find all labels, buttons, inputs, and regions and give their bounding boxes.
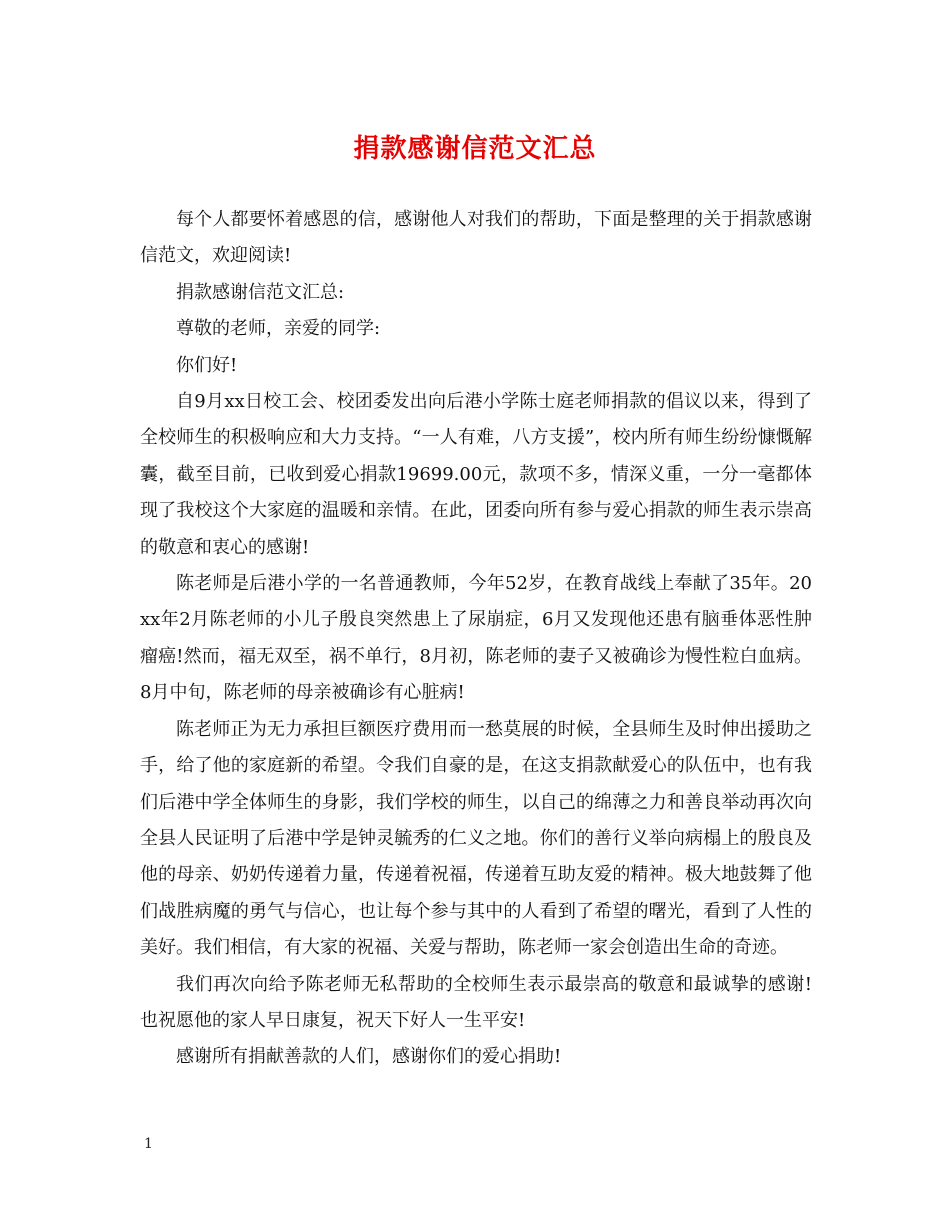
document-title: 捐款感谢信范文汇总 bbox=[353, 134, 597, 164]
paragraph-support: 陈老师正为无力承担巨额医疗费用而一愁莫展的时候，全县师生及时伸出援助之手，给了他的家庭新的希望。令我们自豪的是，在这支捐款献爱心的队伍中，也有我们后港中学全体师生的身影，我们学校的师生，以自己的绵薄之力和善良举动再次向全县人民证明了后港中学是钟灵毓秀的仁义之地。你们的善行义举向病榻上的殷良及他的母亲、奶奶传递着力量，传递着祝福，传递着互助友爱的精神。极大地鼓舞了他们战胜病魔的勇气与信心，也让每个参与其中的人看到了希望的曙光，看到了人性的美好。我们相信，有大家的祝福、关爱与帮助，陈老师一家会创造出生命的奇迹。 bbox=[140, 718, 812, 959]
paragraph-closing: 感谢所有捐献善款的人们，感谢你们的爱心捐助! bbox=[176, 1046, 562, 1068]
paragraph-subtitle: 捐款感谢信范文汇总: bbox=[176, 281, 345, 303]
page-number: 1 bbox=[144, 1136, 153, 1152]
paragraph-teacher-situation: 陈老师是后港小学的一名普通教师，今年52岁，在教育战线上奉献了35年。20xx年2月陈老师的小儿子殷良突然患上了尿崩症，6月又发现他还患有脑垂体恶性肿瘤癌!然而，福无双至，祸不单行，8月初，陈老师的妻子又被确诊为慢性粒白血病。8月中旬，陈老师的母亲被确诊有心脏病! bbox=[140, 573, 812, 704]
paragraph-intro: 每个人都要怀着感恩的信，感谢他人对我们的帮助，下面是整理的关于捐款感谢信范文，欢迎阅读! bbox=[140, 209, 812, 267]
paragraph-thanks: 我们再次向给予陈老师无私帮助的全校师生表示最崇高的敬意和最诚挚的感谢!也祝愿他的家人早日康复，祝天下好人一生平安! bbox=[140, 973, 812, 1031]
paragraph-salutation: 尊敬的老师，亲爱的同学: bbox=[176, 318, 381, 340]
document-body bbox=[140, 202, 812, 1076]
paragraph-donation-summary: 自9月xx日校工会、校团委发出向后港小学陈士庭老师捐款的倡议以来，得到了全校师生的积极响应和大力支持。“一人有难，八方支援”，校内所有师生纷纷慷慨解囊，截至目前，已收到爱心捐款19699.00元，款项不多，情深义重，一分一毫都体现了我校这个大家庭的温暖和亲情。在此，团委向所有参与爱心捐款的师生表示崇高的敬意和衷心的感谢! bbox=[140, 391, 812, 558]
paragraph-greeting: 你们好! bbox=[176, 354, 238, 376]
